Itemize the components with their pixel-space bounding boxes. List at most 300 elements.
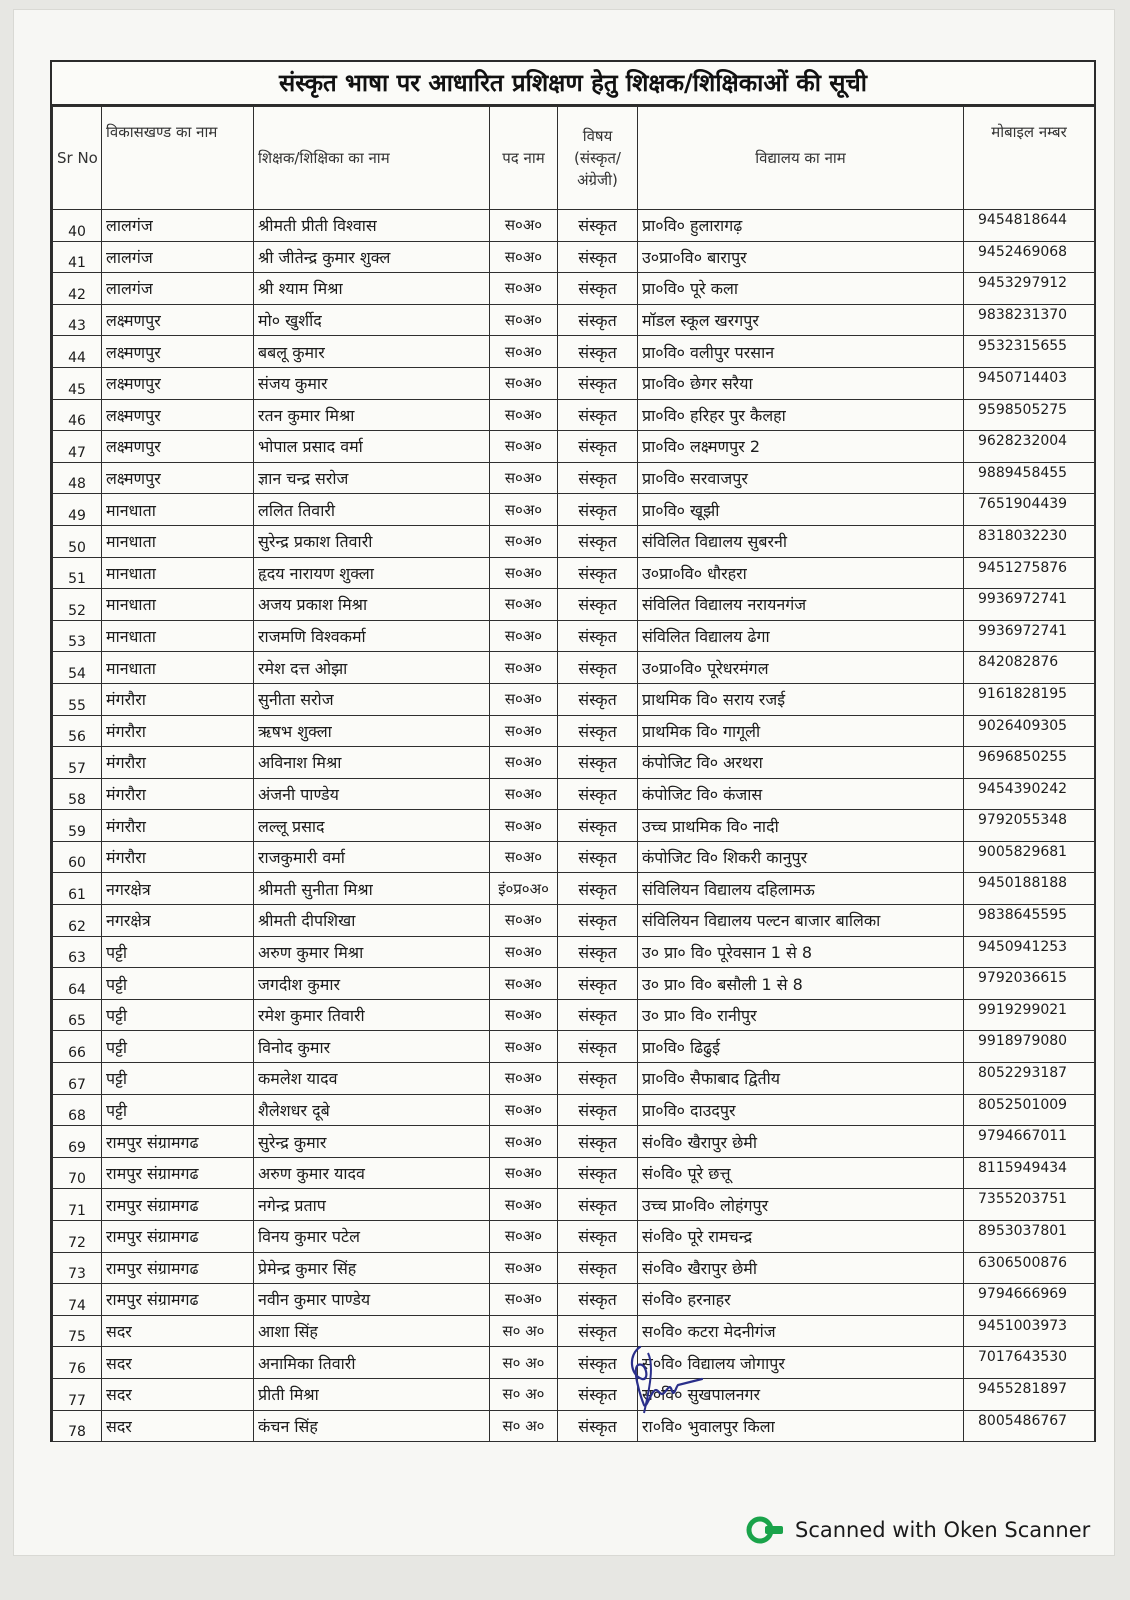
row-block: मंगरौरा (102, 841, 254, 873)
row-sr-no: 61 (53, 873, 102, 905)
row-sr-no: 60 (53, 841, 102, 873)
row-school: स०वि० विद्यालय जोगापुर (638, 1347, 964, 1379)
row-teacher-name: नगेन्द्र प्रताप (254, 1189, 490, 1221)
row-post: स०अ० (490, 1063, 558, 1095)
row-school: रा०वि० भुवालपुर किला (638, 1410, 964, 1442)
row-mobile: 9696850255 (964, 747, 1095, 779)
row-sr-no: 57 (53, 747, 102, 779)
scanner-watermark (745, 1515, 1090, 1545)
row-block: सदर (102, 1378, 254, 1410)
table-row (53, 620, 1095, 652)
row-subject: संस्कृत (558, 747, 638, 779)
row-block: रामपुर संग्रामगढ (102, 1252, 254, 1284)
row-sr-no: 40 (53, 210, 102, 242)
row-post: स०अ० (490, 747, 558, 779)
table-row (53, 873, 1095, 905)
table-row (53, 1063, 1095, 1095)
row-post: स०अ० (490, 810, 558, 842)
row-post: स०अ० (490, 905, 558, 937)
row-school: प्रा०वि० सैफाबाद द्वितीय (638, 1063, 964, 1095)
row-school: सं०वि० खैरापुर छेमी (638, 1126, 964, 1158)
table-row (53, 1252, 1095, 1284)
row-sr-no: 74 (53, 1284, 102, 1316)
row-sr-no: 66 (53, 1031, 102, 1063)
table-row (53, 336, 1095, 368)
row-subject: संस्कृत (558, 1126, 638, 1158)
row-school: संविलित विद्यालय सुबरनी (638, 525, 964, 557)
row-subject: संस्कृत (558, 620, 638, 652)
row-subject: संस्कृत (558, 810, 638, 842)
row-subject: संस्कृत (558, 1315, 638, 1347)
row-block: नगरक्षेत्र (102, 873, 254, 905)
row-subject: संस्कृत (558, 1094, 638, 1126)
row-mobile: 8052293187 (964, 1063, 1095, 1095)
row-sr-no: 65 (53, 999, 102, 1031)
row-school: उच्च प्राथमिक वि० नादी (638, 810, 964, 842)
watermark-text: Scanned with Oken Scanner (795, 1518, 1091, 1542)
row-post: स०अ० (490, 1094, 558, 1126)
row-mobile: 9936972741 (964, 620, 1095, 652)
table-row (53, 715, 1095, 747)
row-sr-no: 42 (53, 273, 102, 305)
row-subject: संस्कृत (558, 1378, 638, 1410)
page-title: संस्कृत भाषा पर आधारित प्रशिक्षण हेतु शिक्षक/शिक्षिकाओं की सूची (52, 62, 1094, 106)
row-post: स०अ० (490, 683, 558, 715)
row-subject: संस्कृत (558, 462, 638, 494)
header-school: विद्यालय का नाम (638, 107, 964, 210)
row-teacher-name: ज्ञान चन्द्र सरोज (254, 462, 490, 494)
table-row (53, 431, 1095, 463)
row-mobile: 9161828195 (964, 683, 1095, 715)
row-mobile: 8115949434 (964, 1157, 1095, 1189)
row-post: स०अ० (490, 399, 558, 431)
row-sr-no: 54 (53, 652, 102, 684)
row-school: संविलियन विद्यालय दहिलामऊ (638, 873, 964, 905)
row-sr-no: 78 (53, 1410, 102, 1442)
row-mobile: 9451275876 (964, 557, 1095, 589)
row-subject: संस्कृत (558, 304, 638, 336)
row-school: मॉडल स्कूल खरगपुर (638, 304, 964, 336)
row-mobile: 9794667011 (964, 1126, 1095, 1158)
table-row (53, 968, 1095, 1000)
row-school: उ०प्रा०वि० धौरहरा (638, 557, 964, 589)
table-row (53, 936, 1095, 968)
row-mobile: 8052501009 (964, 1094, 1095, 1126)
row-mobile: 9450714403 (964, 367, 1095, 399)
row-post: स०अ० (490, 1284, 558, 1316)
row-subject: संस्कृत (558, 968, 638, 1000)
row-sr-no: 53 (53, 620, 102, 652)
row-post: स०अ० (490, 841, 558, 873)
row-school: सं०वि० खैरापुर छेमी (638, 1252, 964, 1284)
row-block: लालगंज (102, 210, 254, 242)
row-mobile: 9889458455 (964, 462, 1095, 494)
table-row (53, 1094, 1095, 1126)
table-row (53, 841, 1095, 873)
row-subject: संस्कृत (558, 841, 638, 873)
table-row (53, 273, 1095, 305)
row-teacher-name: श्री जीतेन्द्र कुमार शुक्ल (254, 241, 490, 273)
row-school: प्रा०वि० हरिहर पुर कैलहा (638, 399, 964, 431)
row-mobile: 9598505275 (964, 399, 1095, 431)
row-mobile: 9453297912 (964, 273, 1095, 305)
row-school: प्रा०वि० लक्ष्मणपुर 2 (638, 431, 964, 463)
row-sr-no: 77 (53, 1378, 102, 1410)
row-subject: संस्कृत (558, 1284, 638, 1316)
row-teacher-name: राजकुमारी वर्मा (254, 841, 490, 873)
row-subject: संस्कृत (558, 525, 638, 557)
row-block: मंगरौरा (102, 683, 254, 715)
row-mobile: 8318032230 (964, 525, 1095, 557)
row-teacher-name: श्रीमती दीपशिखा (254, 905, 490, 937)
row-mobile: 9792055348 (964, 810, 1095, 842)
row-subject: संस्कृत (558, 1347, 638, 1379)
row-school: उच्च प्रा०वि० लोहंगपुर (638, 1189, 964, 1221)
row-teacher-name: बबलू कुमार (254, 336, 490, 368)
row-sr-no: 41 (53, 241, 102, 273)
row-post: स०अ० (490, 494, 558, 526)
table-row (53, 1378, 1095, 1410)
row-sr-no: 50 (53, 525, 102, 557)
row-school: उ० प्रा० वि० पूरेवसान 1 से 8 (638, 936, 964, 968)
row-subject: संस्कृत (558, 367, 638, 399)
row-teacher-name: अजय प्रकाश मिश्रा (254, 589, 490, 621)
row-post: स०अ० (490, 462, 558, 494)
row-subject: संस्कृत (558, 589, 638, 621)
row-block: पट्टी (102, 999, 254, 1031)
row-subject: संस्कृत (558, 936, 638, 968)
row-post: स०अ० (490, 968, 558, 1000)
table-row (53, 1410, 1095, 1442)
row-mobile: 9918979080 (964, 1031, 1095, 1063)
row-post: स०अ० (490, 620, 558, 652)
row-post: स०अ० (490, 1157, 558, 1189)
row-school: प्रा०वि० वलीपुर परसान (638, 336, 964, 368)
row-post: स०अ० (490, 431, 558, 463)
row-teacher-name: अनामिका तिवारी (254, 1347, 490, 1379)
row-block: मानधाता (102, 652, 254, 684)
row-teacher-name: संजय कुमार (254, 367, 490, 399)
row-post: इं०प्र०अ० (490, 873, 558, 905)
signature-icon (620, 1335, 710, 1425)
row-school: संविलित विद्यालय नरायनगंज (638, 589, 964, 621)
row-block: पट्टी (102, 1094, 254, 1126)
row-block: रामपुर संग्रामगढ (102, 1221, 254, 1253)
row-mobile: 8953037801 (964, 1221, 1095, 1253)
row-sr-no: 59 (53, 810, 102, 842)
scanned-page (14, 10, 1114, 1555)
row-subject: संस्कृत (558, 999, 638, 1031)
row-sr-no: 47 (53, 431, 102, 463)
row-subject: संस्कृत (558, 1410, 638, 1442)
row-teacher-name: कमलेश यादव (254, 1063, 490, 1095)
row-block: मंगरौरा (102, 810, 254, 842)
row-block: मानधाता (102, 494, 254, 526)
row-school: सं०वि० पूरे रामचन्द्र (638, 1221, 964, 1253)
table-row (53, 1157, 1095, 1189)
row-post: स०अ० (490, 715, 558, 747)
row-teacher-name: लल्लू प्रसाद (254, 810, 490, 842)
row-teacher-name: हृदय नारायण शुक्ला (254, 557, 490, 589)
row-post: स०अ० (490, 999, 558, 1031)
row-mobile: 842082876 (964, 652, 1095, 684)
row-subject: संस्कृत (558, 399, 638, 431)
row-teacher-name: विनय कुमार पटेल (254, 1221, 490, 1253)
row-mobile: 7651904439 (964, 494, 1095, 526)
row-post: स०अ० (490, 1252, 558, 1284)
row-block: रामपुर संग्रामगढ (102, 1284, 254, 1316)
row-subject: संस्कृत (558, 1221, 638, 1253)
row-post: स०अ० (490, 1031, 558, 1063)
table-row (53, 557, 1095, 589)
row-sr-no: 55 (53, 683, 102, 715)
row-subject: संस्कृत (558, 431, 638, 463)
row-post: स०अ० (490, 1126, 558, 1158)
row-post: स०अ० (490, 367, 558, 399)
table-body (53, 210, 1095, 1442)
row-teacher-name: शैलेशधर दूबे (254, 1094, 490, 1126)
table-row (53, 683, 1095, 715)
teacher-table (52, 106, 1095, 1442)
oken-scanner-logo-icon (745, 1515, 787, 1545)
row-sr-no: 56 (53, 715, 102, 747)
header-subject: विषय (संस्कृत/ अंग्रेजी) (558, 107, 638, 210)
row-mobile: 9026409305 (964, 715, 1095, 747)
row-post: स०अ० (490, 210, 558, 242)
row-subject: संस्कृत (558, 241, 638, 273)
row-teacher-name: आशा सिंह (254, 1315, 490, 1347)
table-row (53, 652, 1095, 684)
row-teacher-name: नवीन कुमार पाण्डेय (254, 1284, 490, 1316)
table-row (53, 1284, 1095, 1316)
row-mobile: 9005829681 (964, 841, 1095, 873)
table-row (53, 399, 1095, 431)
row-teacher-name: रमेश दत्त ओझा (254, 652, 490, 684)
table-row (53, 367, 1095, 399)
row-school: प्रा०वि० हुलारागढ़ (638, 210, 964, 242)
row-post: स०अ० (490, 589, 558, 621)
row-teacher-name: श्रीमती प्रीती विश्वास (254, 210, 490, 242)
row-teacher-name: विनोद कुमार (254, 1031, 490, 1063)
row-mobile: 7017643530 (964, 1347, 1095, 1379)
row-subject: संस्कृत (558, 336, 638, 368)
row-sr-no: 45 (53, 367, 102, 399)
row-mobile: 9452469068 (964, 241, 1095, 273)
row-block: लक्ष्मणपुर (102, 399, 254, 431)
row-sr-no: 48 (53, 462, 102, 494)
row-post: स०अ० (490, 304, 558, 336)
row-block: मंगरौरा (102, 747, 254, 779)
row-block: लालगंज (102, 241, 254, 273)
table-row (53, 241, 1095, 273)
row-subject: संस्कृत (558, 1189, 638, 1221)
row-block: सदर (102, 1315, 254, 1347)
table-row (53, 905, 1095, 937)
row-block: मानधाता (102, 525, 254, 557)
row-subject: संस्कृत (558, 1031, 638, 1063)
row-sr-no: 73 (53, 1252, 102, 1284)
row-school: सं०वि० हरनाहर (638, 1284, 964, 1316)
row-post: स०अ० (490, 1221, 558, 1253)
row-post: स०अ० (490, 273, 558, 305)
row-mobile: 9628232004 (964, 431, 1095, 463)
row-mobile: 8005486767 (964, 1410, 1095, 1442)
row-subject: संस्कृत (558, 1063, 638, 1095)
row-school: प्रा०वि० खूझी (638, 494, 964, 526)
row-block: सदर (102, 1347, 254, 1379)
row-post: स० अ० (490, 1347, 558, 1379)
row-mobile: 9936972741 (964, 589, 1095, 621)
table-row (53, 1347, 1095, 1379)
row-block: लक्ष्मणपुर (102, 431, 254, 463)
row-sr-no: 69 (53, 1126, 102, 1158)
row-teacher-name: मो० खुर्शीद (254, 304, 490, 336)
row-block: पट्टी (102, 968, 254, 1000)
row-sr-no: 71 (53, 1189, 102, 1221)
row-block: मंगरौरा (102, 715, 254, 747)
table-row (53, 1031, 1095, 1063)
row-sr-no: 75 (53, 1315, 102, 1347)
row-subject: संस्कृत (558, 494, 638, 526)
row-mobile: 9838231370 (964, 304, 1095, 336)
row-teacher-name: अरुण कुमार मिश्रा (254, 936, 490, 968)
row-subject: संस्कृत (558, 873, 638, 905)
row-sr-no: 49 (53, 494, 102, 526)
row-teacher-name: सुरेन्द्र कुमार (254, 1126, 490, 1158)
row-sr-no: 72 (53, 1221, 102, 1253)
row-sr-no: 70 (53, 1157, 102, 1189)
row-school: प्रा०वि० दाउदपुर (638, 1094, 964, 1126)
row-teacher-name: प्रेमेन्द्र कुमार सिंह (254, 1252, 490, 1284)
row-subject: संस्कृत (558, 273, 638, 305)
row-block: पट्टी (102, 1031, 254, 1063)
row-subject: संस्कृत (558, 715, 638, 747)
table-row (53, 1126, 1095, 1158)
row-block: मानधाता (102, 589, 254, 621)
row-school: प्रा०वि० सरवाजपुर (638, 462, 964, 494)
table-row (53, 810, 1095, 842)
row-teacher-name: अंजनी पाण्डेय (254, 778, 490, 810)
row-subject: संस्कृत (558, 557, 638, 589)
row-sr-no: 68 (53, 1094, 102, 1126)
row-school: स०वि० सुखपालनगर (638, 1378, 964, 1410)
row-teacher-name: श्री श्याम मिश्रा (254, 273, 490, 305)
row-block: मानधाता (102, 557, 254, 589)
table-row (53, 1221, 1095, 1253)
table-row (53, 747, 1095, 779)
row-mobile: 9919299021 (964, 999, 1095, 1031)
row-teacher-name: ऋषभ शुक्ला (254, 715, 490, 747)
table-row (53, 304, 1095, 336)
table-row (53, 494, 1095, 526)
row-block: पट्टी (102, 936, 254, 968)
table-row (53, 1315, 1095, 1347)
row-school: कंपोजिट वि० कंजास (638, 778, 964, 810)
row-post: स०अ० (490, 1189, 558, 1221)
row-mobile: 9450941253 (964, 936, 1095, 968)
row-mobile: 9451003973 (964, 1315, 1095, 1347)
row-block: लालगंज (102, 273, 254, 305)
row-school: स०वि० कटरा मेदनीगंज (638, 1315, 964, 1347)
row-subject: संस्कृत (558, 1252, 638, 1284)
row-sr-no: 46 (53, 399, 102, 431)
row-post: स०अ० (490, 778, 558, 810)
row-mobile: 9794666969 (964, 1284, 1095, 1316)
row-post: स०अ० (490, 336, 558, 368)
row-block: रामपुर संग्रामगढ (102, 1189, 254, 1221)
row-sr-no: 51 (53, 557, 102, 589)
row-mobile: 9454390242 (964, 778, 1095, 810)
row-post: स० अ० (490, 1410, 558, 1442)
row-school: उ० प्रा० वि० रानीपुर (638, 999, 964, 1031)
header-post: पद नाम (490, 107, 558, 210)
row-teacher-name: सुरेन्द्र प्रकाश तिवारी (254, 525, 490, 557)
table-row (53, 462, 1095, 494)
row-school: उ०प्रा०वि० बारापुर (638, 241, 964, 273)
row-teacher-name: श्रीमती सुनीता मिश्रा (254, 873, 490, 905)
row-mobile: 6306500876 (964, 1252, 1095, 1284)
row-school: प्रा०वि० पूरे कला (638, 273, 964, 305)
row-teacher-name: रमेश कुमार तिवारी (254, 999, 490, 1031)
table-row (53, 589, 1095, 621)
row-teacher-name: अविनाश मिश्रा (254, 747, 490, 779)
row-block: लक्ष्मणपुर (102, 462, 254, 494)
table-row (53, 999, 1095, 1031)
row-teacher-name: प्रीती मिश्रा (254, 1378, 490, 1410)
header-block: विकासखण्ड का नाम (102, 107, 254, 210)
row-school: प्राथमिक वि० सराय रजई (638, 683, 964, 715)
row-post: स०अ० (490, 557, 558, 589)
row-teacher-name: ललित तिवारी (254, 494, 490, 526)
row-block: पट्टी (102, 1063, 254, 1095)
row-teacher-name: भोपाल प्रसाद वर्मा (254, 431, 490, 463)
row-mobile: 9455281897 (964, 1378, 1095, 1410)
row-post: स०अ० (490, 525, 558, 557)
row-sr-no: 43 (53, 304, 102, 336)
header-sr-no: Sr No (53, 107, 102, 210)
row-school: प्राथमिक वि० गागूली (638, 715, 964, 747)
table-row (53, 1189, 1095, 1221)
row-teacher-name: राजमणि विश्वकर्मा (254, 620, 490, 652)
row-teacher-name: कंचन सिंह (254, 1410, 490, 1442)
row-teacher-name: जगदीश कुमार (254, 968, 490, 1000)
header-teacher: शिक्षक/शिक्षिका का नाम (254, 107, 490, 210)
table-row (53, 778, 1095, 810)
row-block: सदर (102, 1410, 254, 1442)
row-school: प्रा०वि० ढिढुई (638, 1031, 964, 1063)
row-school: उ० प्रा० वि० बसौली 1 से 8 (638, 968, 964, 1000)
row-school: संविलित विद्यालय ढेगा (638, 620, 964, 652)
row-block: लक्ष्मणपुर (102, 367, 254, 399)
table-row (53, 525, 1095, 557)
row-school: प्रा०वि० छेगर सरैया (638, 367, 964, 399)
row-block: लक्ष्मणपुर (102, 304, 254, 336)
row-block: मंगरौरा (102, 778, 254, 810)
row-post: स०अ० (490, 652, 558, 684)
row-mobile: 7355203751 (964, 1189, 1095, 1221)
row-school: उ०प्रा०वि० पूरेधरमंगल (638, 652, 964, 684)
row-block: रामपुर संग्रामगढ (102, 1126, 254, 1158)
row-sr-no: 52 (53, 589, 102, 621)
row-mobile: 9532315655 (964, 336, 1095, 368)
row-school: कंपोजिट वि० शिकरी कानुपुर (638, 841, 964, 873)
row-sr-no: 62 (53, 905, 102, 937)
row-subject: संस्कृत (558, 1157, 638, 1189)
row-school: सं०वि० पूरे छत्तू (638, 1157, 964, 1189)
row-post: स० अ० (490, 1378, 558, 1410)
row-mobile: 9838645595 (964, 905, 1095, 937)
row-subject: संस्कृत (558, 210, 638, 242)
